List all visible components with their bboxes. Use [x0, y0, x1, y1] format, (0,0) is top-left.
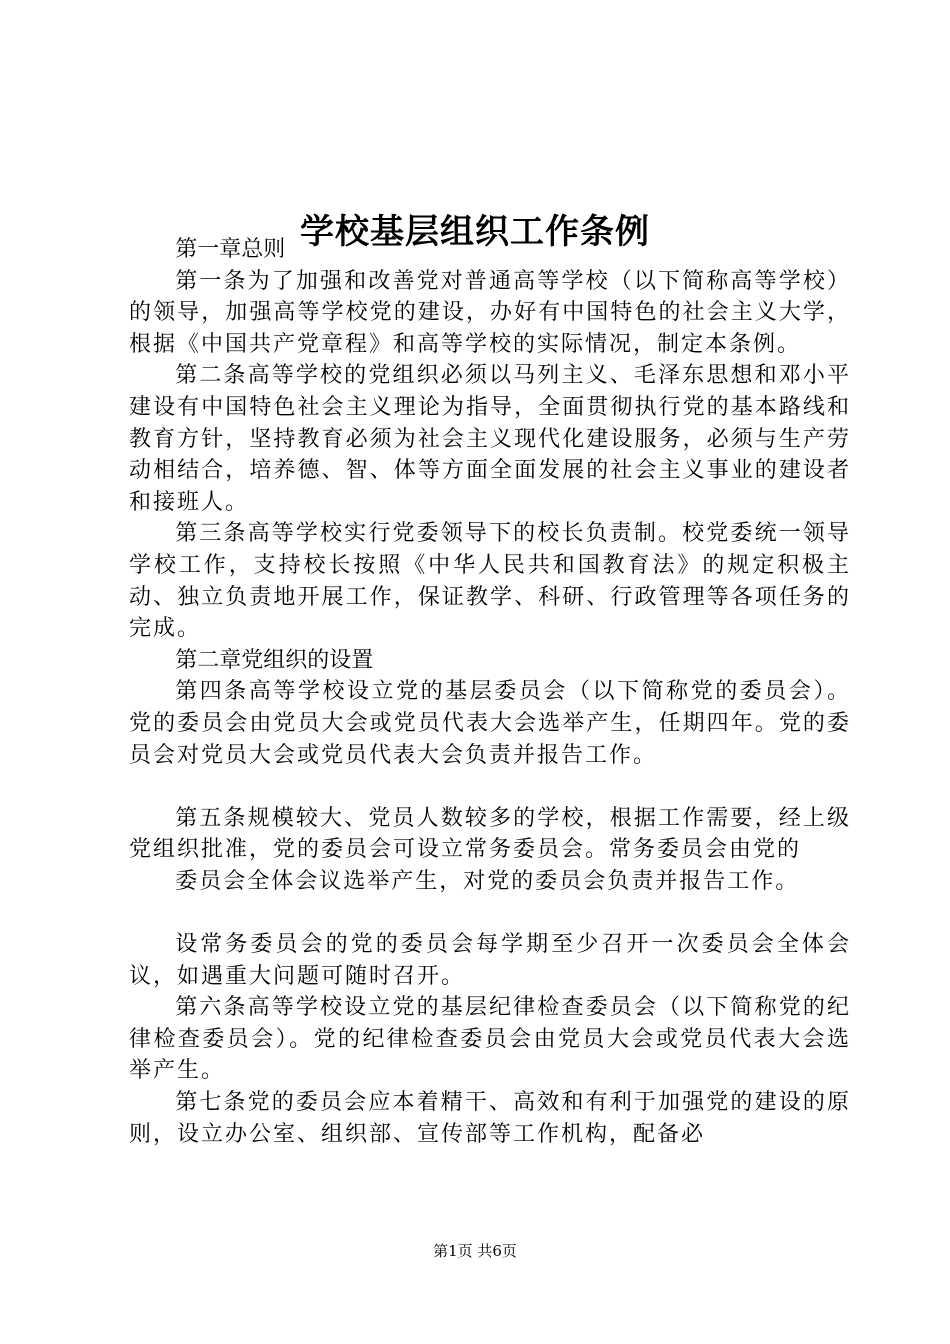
- article-5-paragraph: 第五条规模较大、党员人数较多的学校，根据工作需要，经上级党组织批准，党的委员会可设立常务委员会。常务委员会由党的: [129, 805, 851, 863]
- chapter-heading-2: 第二章党组织的设置: [175, 647, 374, 673]
- article-3-paragraph: 第三条高等学校实行党委领导下的校长负责制。校党委统一领导学校工作，支持校长按照《中华人民共和国教育法》的规定积极主动、独立负责地开展工作，保证教学、科研、行政管理等各项任务的完成。: [129, 521, 851, 642]
- document-title: 学校基层组织工作条例: [300, 211, 650, 252]
- article-1-paragraph: 第一条为了加强和改善党对普通高等学校（以下简称高等学校）的领导，加强高等学校党的建设，办好有中国特色的社会主义大学，根据《中国共产党章程》和高等学校的实际情况，制定本条例。: [129, 268, 851, 357]
- article-5-continuation: 委员会全体会议选举产生，对党的委员会负责并报告工作。: [175, 868, 800, 894]
- document-body: [129, 234, 851, 1150]
- page-number-footer: 第1页 共6页: [433, 1242, 517, 1260]
- article-6-paragraph: 第六条高等学校设立党的基层纪律检查委员会（以下简称党的纪律检查委员会）。党的纪律检查委员会由党员大会或党员代表大会选举产生。: [129, 995, 851, 1084]
- article-2-paragraph: 第二条高等学校的党组织必须以马列主义、毛泽东思想和邓小平建设有中国特色社会主义理论为指导，全面贯彻执行党的基本路线和教育方针，坚持教育必须为社会主义现代化建设服务，必须与生产劳动相结合，培养德、智、体等方面全面发展的社会主义事业的建设者和接班人。: [129, 363, 851, 515]
- standing-committee-meeting-paragraph: 设常务委员会的党的委员会每学期至少召开一次委员会全体会议，如遇重大问题可随时召开。: [129, 932, 851, 989]
- article-4-paragraph: 第四条高等学校设立党的基层委员会（以下简称党的委员会）。党的委员会由党员大会或党员代表大会选举产生，任期四年。党的委员会对党员大会或党员代表大会负责并报告工作。: [129, 679, 851, 768]
- article-7-paragraph: 第七条党的委员会应本着精干、高效和有利于加强党的建设的原则，设立办公室、组织部、宣传部等工作机构，配备必: [129, 1090, 851, 1147]
- chapter-heading-1: 第一章总则: [175, 237, 286, 262]
